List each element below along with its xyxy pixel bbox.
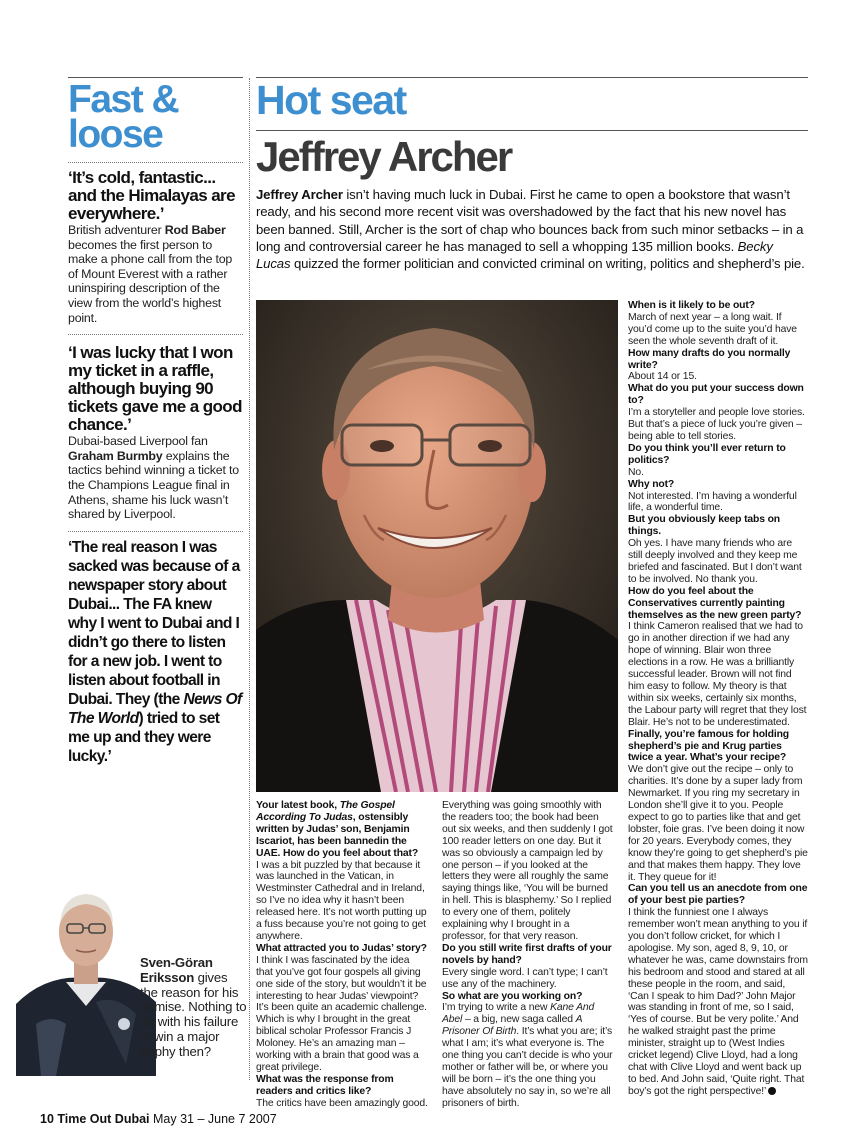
article-column-1 [256, 800, 428, 1110]
column-divider [249, 78, 251, 1080]
question: What do you put your success down to? [628, 383, 804, 407]
question: What attracted you to Judas’ story? [256, 942, 427, 954]
question: But you obviously keep tabs on things. [628, 514, 780, 538]
answer: I was a bit puzzled by that because it was launched in the Vatican, in Westminster Cathedral and in Ireland, so I’ve no idea why it hasn’t been released here. It’s not worth putting up a fuss because you’re not going to get anywhere. [256, 859, 427, 942]
answer: Not interested. I’m having a wonderful life, a wonderful time. [628, 490, 797, 514]
question: How many drafts do you normally write? [628, 347, 791, 371]
quote-item-3 [68, 538, 243, 766]
answer: I think I was fascinated by the idea that you’ve got four gospels all giving one side of the story, but wouldn’t it be interesting to hear Judas’ viewpoint? It’s been quite an academic challenge. Which is why I brought in the great biblical scholar Professor Francis J Moloney. He’s an amazing man – working with a brain that good was a great privilege. [256, 954, 427, 1073]
header-divider [256, 130, 808, 131]
article-column-3 [628, 300, 808, 1098]
section-title: Hot seat [256, 77, 406, 123]
title-line-2: loose [68, 113, 163, 156]
question: How do you feel about the Conservatives currently painting themselves as the new green party? [628, 585, 802, 621]
question: Finally, you’re famous for holding shepherd’s pie and Krug parties twice a year. What’s your recipe? [628, 728, 789, 764]
quote-text: ‘It’s cold, fantastic... and the Himalayas are everywhere.’ [68, 168, 235, 223]
jeffrey-archer-photo [256, 300, 618, 792]
answer: Oh yes. I have many friends who are still deeply involved and they keep me briefed and fascinated. But I don’t want to be involved. No thank you. [628, 538, 802, 585]
question: Do you think you’ll ever return to politics? [628, 442, 786, 466]
fast-loose-column [68, 78, 243, 766]
quote-item-2 [68, 344, 243, 522]
quote-description: British adventurer Rod Baber becomes the first person to make a phone call from the top of Mount Everest with a rather uninspiring description of the view from the world’s highest point. [68, 223, 233, 325]
divider [68, 334, 243, 335]
answer: We don’t give out the recipe – only to charities. It’s done by a super lady from Newmarket. If you ring my secretary in London she’ll give it to you. People expect to go to parties like that and get lobster, foie gras. I’ve been doing it now for 20 years. Everybody comes, they know they’re going to get shepherd’s pie and that makes them happy. They love it. They queue for it! [628, 764, 808, 883]
intro-paragraph: Jeffrey Archer isn’t having much luck in Dubai. First he came to open a bookstore that wasn’t ready, and his second more recent visit was overshadowed by the fact that his new novel has been banned. Still, Archer is the sort of chap who bounces back from such minor setbacks – in a long and controversial career he has managed to sell a whopping 135 million books. Becky Lucas quizzed the former politician and convicted criminal on writing, politics and shepherd’s pie. [256, 187, 805, 272]
answer: March of next year – a long wait. If you’d come up to the suite you’d have seen the whole seventh draft of it. [628, 311, 797, 347]
divider [68, 531, 243, 532]
quote-item-1 [68, 169, 243, 325]
answer: I’m a storyteller and people love stories. But that’s a piece of luck you’re given – being able to tell stories. [628, 407, 805, 442]
interviewee-name: Jeffrey Archer [256, 133, 512, 180]
answer: I think Cameron realised that we had to go in another direction if we had any hope of winning. Blair won three elections in a row. He was a brilliantly successful leader. Brown will not find him easy to follow. My theory is that within six weeks, certainly six months, the Labour party will regret that they lost Blair. He’s not to be underestimated. [628, 621, 807, 728]
end-mark-icon [768, 1087, 776, 1095]
divider [68, 162, 243, 163]
fast-loose-title [68, 78, 243, 156]
question: So what are you working on? [442, 990, 583, 1002]
question: Your latest book, The Gospel According To Judas, ostensibly written by Judas’ son, Benjamin Iscariot, has been bannedin the UAE. How do you feel about that? [256, 800, 419, 859]
question: When is it likely to be out? [628, 300, 755, 311]
eriksson-description: Sven-Göran Eriksson gives the reason for his demise. Nothing to do with his failure to win a major trophy then? [140, 955, 247, 1059]
answer: I think the funniest one I always remember won’t mean anything to you if you don’t follow cricket, for which I apologise. My son, aged 8, 9, 10, or whatever he was, came downstairs from his bedroom and stood and stared at all these people in the room, and said, ‘Can I speak to him Dad?’ John Major was standing in front of me, so I said, ‘Yes of course. But be very polite.’ And he walked straight past the prime minister, straight up to (West Indies cricket legend) Clive Lloyd, had a long chat with Clive Lloyd and went back up to bed. And John said, ‘Quite right. That boy’s got the right perspective!’ [628, 907, 808, 1097]
page-footer [40, 1112, 277, 1126]
question: Do you still write first drafts of your novels by hand? [442, 942, 612, 966]
answer: No. [628, 466, 644, 478]
answer: The critics have been amazingly good. [256, 1097, 428, 1109]
question: What was the response from readers and critics like? [256, 1073, 394, 1097]
quote-description: Dubai-based Liverpool fan Graham Burmby explains the tactics behind winning a ticket to the Champions League final in Athens, shame his luck wasn’t shared by Liverpool. [68, 434, 239, 522]
answer: I’m trying to write a new Kane And Abel – a big, new saga called A Prisoner Of Birth. It’s what you are; it’s what I am; it’s what everyone is. The one thing you can’t decide is who your mother or father will be, or where you will be born – it’s the one thing you have absolutely no say in, so we’re all prisoners of birth. [442, 1002, 613, 1109]
footer-date: May 31 – June 7 2007 [149, 1112, 277, 1126]
answer: About 14 or 15. [628, 371, 697, 383]
quote-text: ‘I was lucky that I won my ticket in a raffle, although buying 90 tickets gave me a good chance.’ [68, 343, 242, 435]
answer: Everything was going smoothly with the readers too; the book had been out six weeks, and then suddenly I got 100 reader letters on one day. But it was so obviously a campaign led by one person – if you looked at the letters they were all roughly the same saying things like, ‘You will be burned in hell. This is blasphemy.’ So I replied to every one of them, politely explaining why I brought in a professor, for that very reason. [442, 800, 613, 942]
question: Why not? [628, 478, 675, 490]
footer-brand: 10 Time Out Dubai [40, 1112, 150, 1126]
quote-text: ‘The real reason I was sacked was because of a newspaper story about Dubai... The FA knew why I went to Dubai and I didn’t go there to listen for a new job. I went to listen about football in Dubai. They (the News Of The World) tried to set me up and they were lucky.’ [68, 538, 242, 765]
question: Can you tell us an anecdote from one of your best pie parties? [628, 883, 808, 907]
answer: Every single word. I can’t type; I can’t use any of the machinery. [442, 966, 608, 990]
title-line-1: Fast & [68, 78, 179, 121]
eriksson-photo [16, 874, 156, 1076]
article-column-2 [442, 800, 614, 1110]
